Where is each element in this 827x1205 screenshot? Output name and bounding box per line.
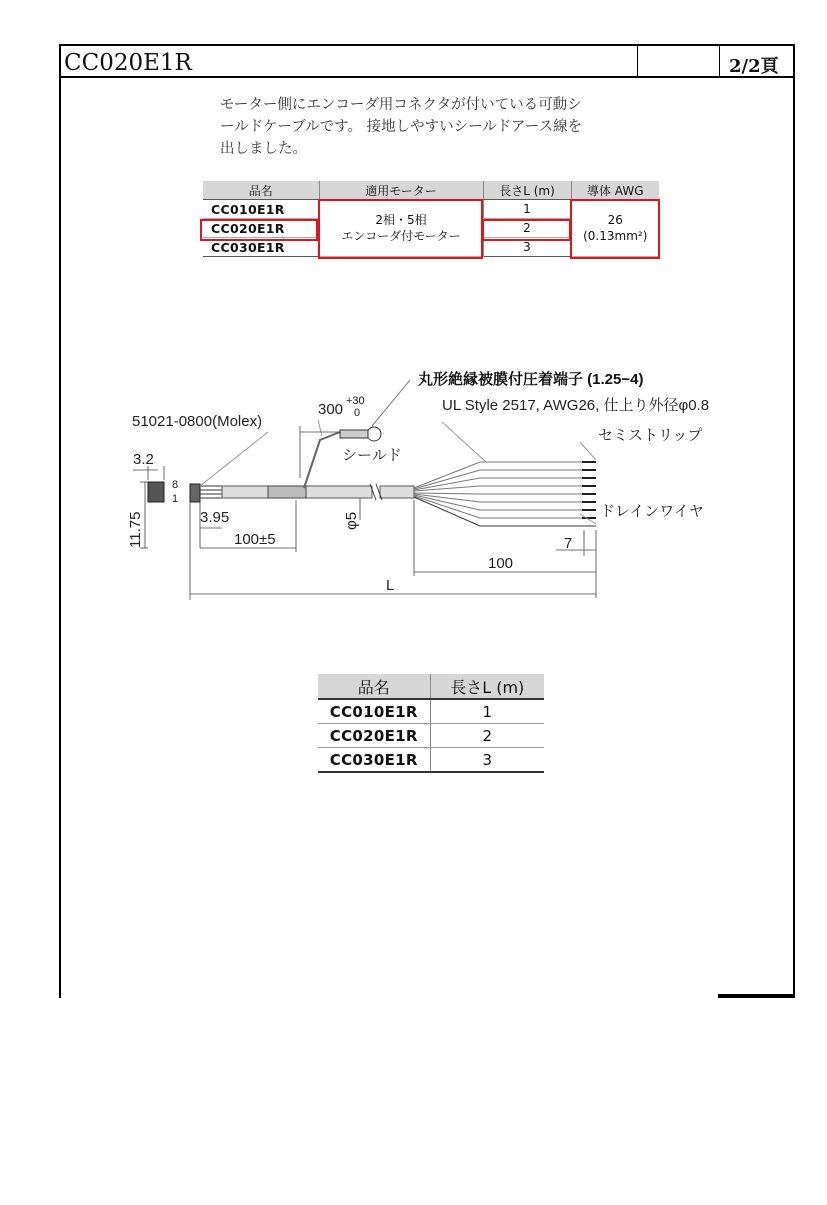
label-dim-11-75: 11.75 [127, 511, 144, 548]
length-cell-length: 1 [430, 699, 544, 724]
spec-cell-part: CC020E1R [203, 219, 319, 238]
label-dim-L: L [386, 577, 395, 594]
length-cell-part: CC020E1R [318, 724, 430, 748]
part-number-title: CC020E1R [64, 50, 192, 76]
spec-header-motor: 適用モーター [319, 181, 483, 200]
label-shield-tol-minus: 0 [354, 407, 361, 419]
spec-awg-line2: (0.13mm²) [583, 229, 648, 243]
table-row [318, 724, 544, 748]
length-cell-length: 2 [430, 724, 544, 748]
intro-description: モーター側にエンコーダ用コネクタが付いている可動シ ールドケーブルです。 接地しやすいシールドアース線を 出しました。 [220, 97, 583, 157]
length-table [318, 674, 544, 773]
label-drain-wire: ドレインワイヤ [600, 503, 704, 520]
label-pin-1: 1 [172, 493, 179, 505]
spec-header-part: 品名 [203, 181, 319, 200]
spec-awg-line1: 26 [607, 213, 623, 227]
spec-motor-line2: エンコーダ付モーター [341, 229, 461, 243]
label-semi-strip: セミストリップ [598, 427, 703, 444]
table-row [318, 699, 544, 724]
label-dim-3-2: 3.2 [133, 451, 154, 468]
label-shield: シールド [342, 447, 402, 464]
page-number: 2/2頁 [729, 56, 779, 77]
spec-header-awg: 導体 AWG [571, 181, 659, 200]
connector-body-icon [148, 482, 164, 502]
spec-cell-part: CC010E1R [203, 200, 319, 219]
shield-wire-icon [304, 432, 340, 488]
connector-housing-icon [190, 484, 200, 502]
label-connector: 51021-0800(Molex) [132, 413, 263, 430]
spec-header-length: 長さL (m) [483, 181, 571, 200]
table-row [318, 748, 544, 773]
label-dim-100: 100 [488, 555, 514, 572]
length-cell-part: CC030E1R [318, 748, 430, 773]
label-ul-spec: UL Style 2517, AWG26, 仕上り外径φ0.8 [442, 397, 710, 414]
length-cell-part: CC010E1R [318, 699, 430, 724]
label-pin-8: 8 [172, 479, 179, 491]
length-header-part: 品名 [318, 674, 430, 699]
label-shield-tol-plus: +30 [346, 395, 365, 407]
label-dim-3-95: 3.95 [200, 509, 230, 526]
label-dim-7: 7 [564, 535, 573, 552]
spec-cell-length: 1 [483, 200, 571, 219]
label-dim-phi5: φ5 [343, 511, 360, 530]
label-dim-100-5: 100±5 [234, 531, 276, 548]
spec-cell-length: 2 [483, 219, 571, 238]
spec-motor-line1: 2相・5相 [375, 213, 427, 227]
spec-cell-part: CC030E1R [203, 238, 319, 257]
label-crimp-terminal: 丸形絶縁被膜付圧着端子 (1.25−4) [418, 371, 644, 388]
label-shield-length: 300 [318, 401, 344, 418]
length-header-length: 長さL (m) [430, 674, 544, 699]
ring-terminal-icon [367, 427, 381, 441]
spec-cell-length: 3 [483, 238, 571, 257]
length-cell-length: 3 [430, 748, 544, 773]
fan-out-wires-icon [414, 462, 596, 526]
